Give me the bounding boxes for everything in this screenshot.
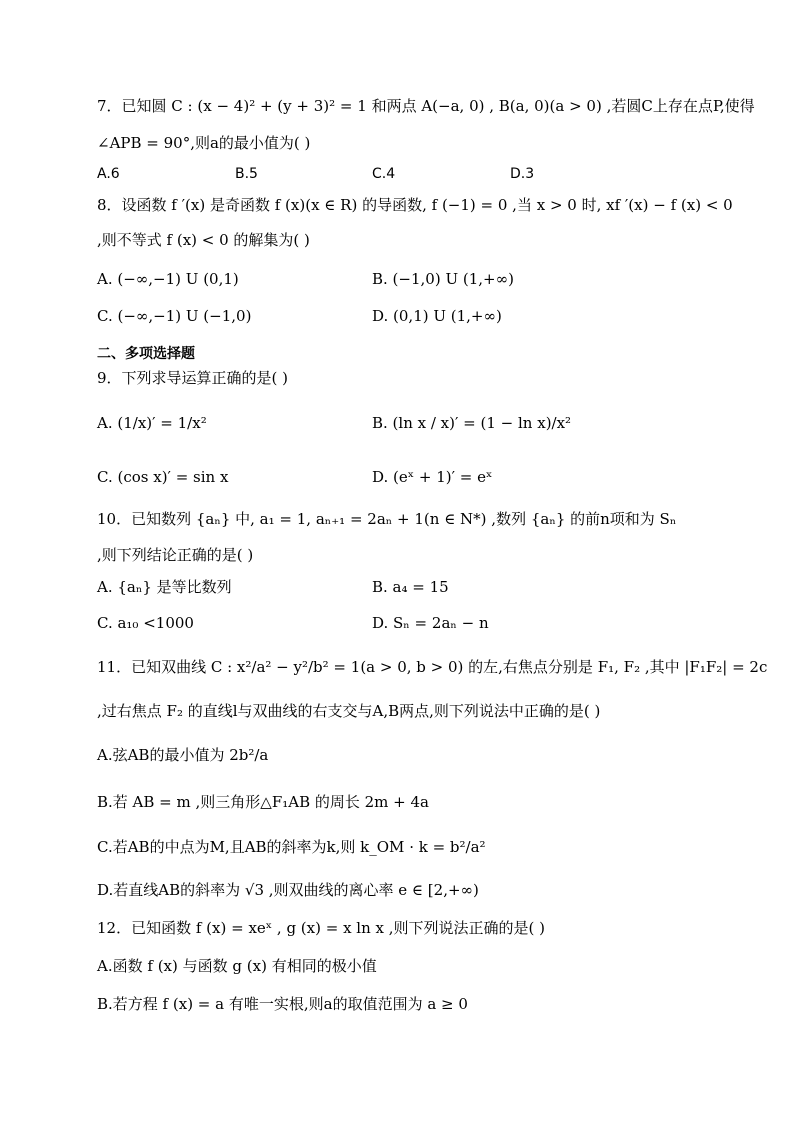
q9-option-a: A. (1/x)′ = 1/x² [97, 414, 207, 432]
q9-option-d: D. (eˣ + 1)′ = eˣ [372, 468, 493, 486]
q7-option-d: D.3 [510, 166, 535, 182]
section-title: 二、多项选择题 [97, 346, 195, 362]
q7-line1: 7．已知圆 C : (x − 4)² + (y + 3)² = 1 和两点 A(−a, 0) , B(a, 0)(a > 0) ,若圆C上存在点P,使得 [97, 97, 755, 115]
q7-option-c: C.4 [372, 166, 396, 182]
q7-option-a: A.6 [97, 166, 120, 182]
q11-option-a: A.弦AB的最小值为 2b²/a [97, 746, 269, 764]
q9-option-c: C. (cos x)′ = sin x [97, 468, 229, 486]
q12-option-a: A.函数 f (x) 与函数 g (x) 有相同的极小值 [97, 957, 377, 975]
q8-option-b: B. (−1,0) U (1,+∞) [372, 270, 514, 288]
q12-stem: 12．已知函数 f (x) = xeˣ , g (x) = x ln x ,则下列说法正确的是( ) [97, 919, 546, 937]
q12-option-b: B.若方程 f (x) = a 有唯一实根,则a的取值范围为 a ≥ 0 [97, 995, 468, 1013]
q10-option-d: D. Sₙ = 2aₙ − n [372, 614, 489, 632]
q8-line1: 8．设函数 f ′(x) 是奇函数 f (x)(x ∈ R) 的导函数, f (−1) = 0 ,当 x > 0 时, xf ′(x) − f (x) < 0 [97, 196, 733, 214]
q9-stem: 9．下列求导运算正确的是( ) [97, 369, 289, 387]
q7-line2: ∠APB = 90°,则a的最小值为( ) [97, 134, 311, 152]
q9-option-b: B. (ln x / x)′ = (1 − ln x)/x² [372, 414, 572, 432]
q11-option-d: D.若直线AB的斜率为 √3 ,则双曲线的离心率 e ∈ [2,+∞) [97, 881, 479, 899]
q10-option-c: C. a₁₀ <1000 [97, 614, 194, 632]
q7-option-b: B.5 [235, 166, 258, 182]
q8-option-c: C. (−∞,−1) U (−1,0) [97, 307, 252, 325]
q10-line1: 10．已知数列 {aₙ} 中, a₁ = 1, aₙ₊₁ = 2aₙ + 1(n ∈ N*) ,数列 {aₙ} 的前n项和为 Sₙ [97, 510, 677, 528]
q11-line2: ,过右焦点 F₂ 的直线l与双曲线的右支交与A,B两点,则下列说法中正确的是( ) [97, 702, 601, 720]
q11-option-c: C.若AB的中点为M,且AB的斜率为k,则 k_OM · k = b²/a² [97, 838, 486, 856]
q11-line1: 11．已知双曲线 C : x²/a² − y²/b² = 1(a > 0, b > 0) 的左,右焦点分别是 F₁, F₂ ,其中 |F₁F₂| = 2c [97, 658, 768, 676]
q8-line2: ,则不等式 f (x) < 0 的解集为( ) [97, 231, 310, 249]
q10-option-b: B. a₄ = 15 [372, 578, 449, 596]
q10-line2: ,则下列结论正确的是( ) [97, 546, 254, 564]
q8-option-d: D. (0,1) U (1,+∞) [372, 307, 502, 325]
q10-option-a: A. {aₙ} 是等比数列 [97, 578, 232, 596]
q11-option-b: B.若 AB = m ,则三角形△F₁AB 的周长 2m + 4a [97, 793, 429, 811]
q8-option-a: A. (−∞,−1) U (0,1) [97, 270, 239, 288]
